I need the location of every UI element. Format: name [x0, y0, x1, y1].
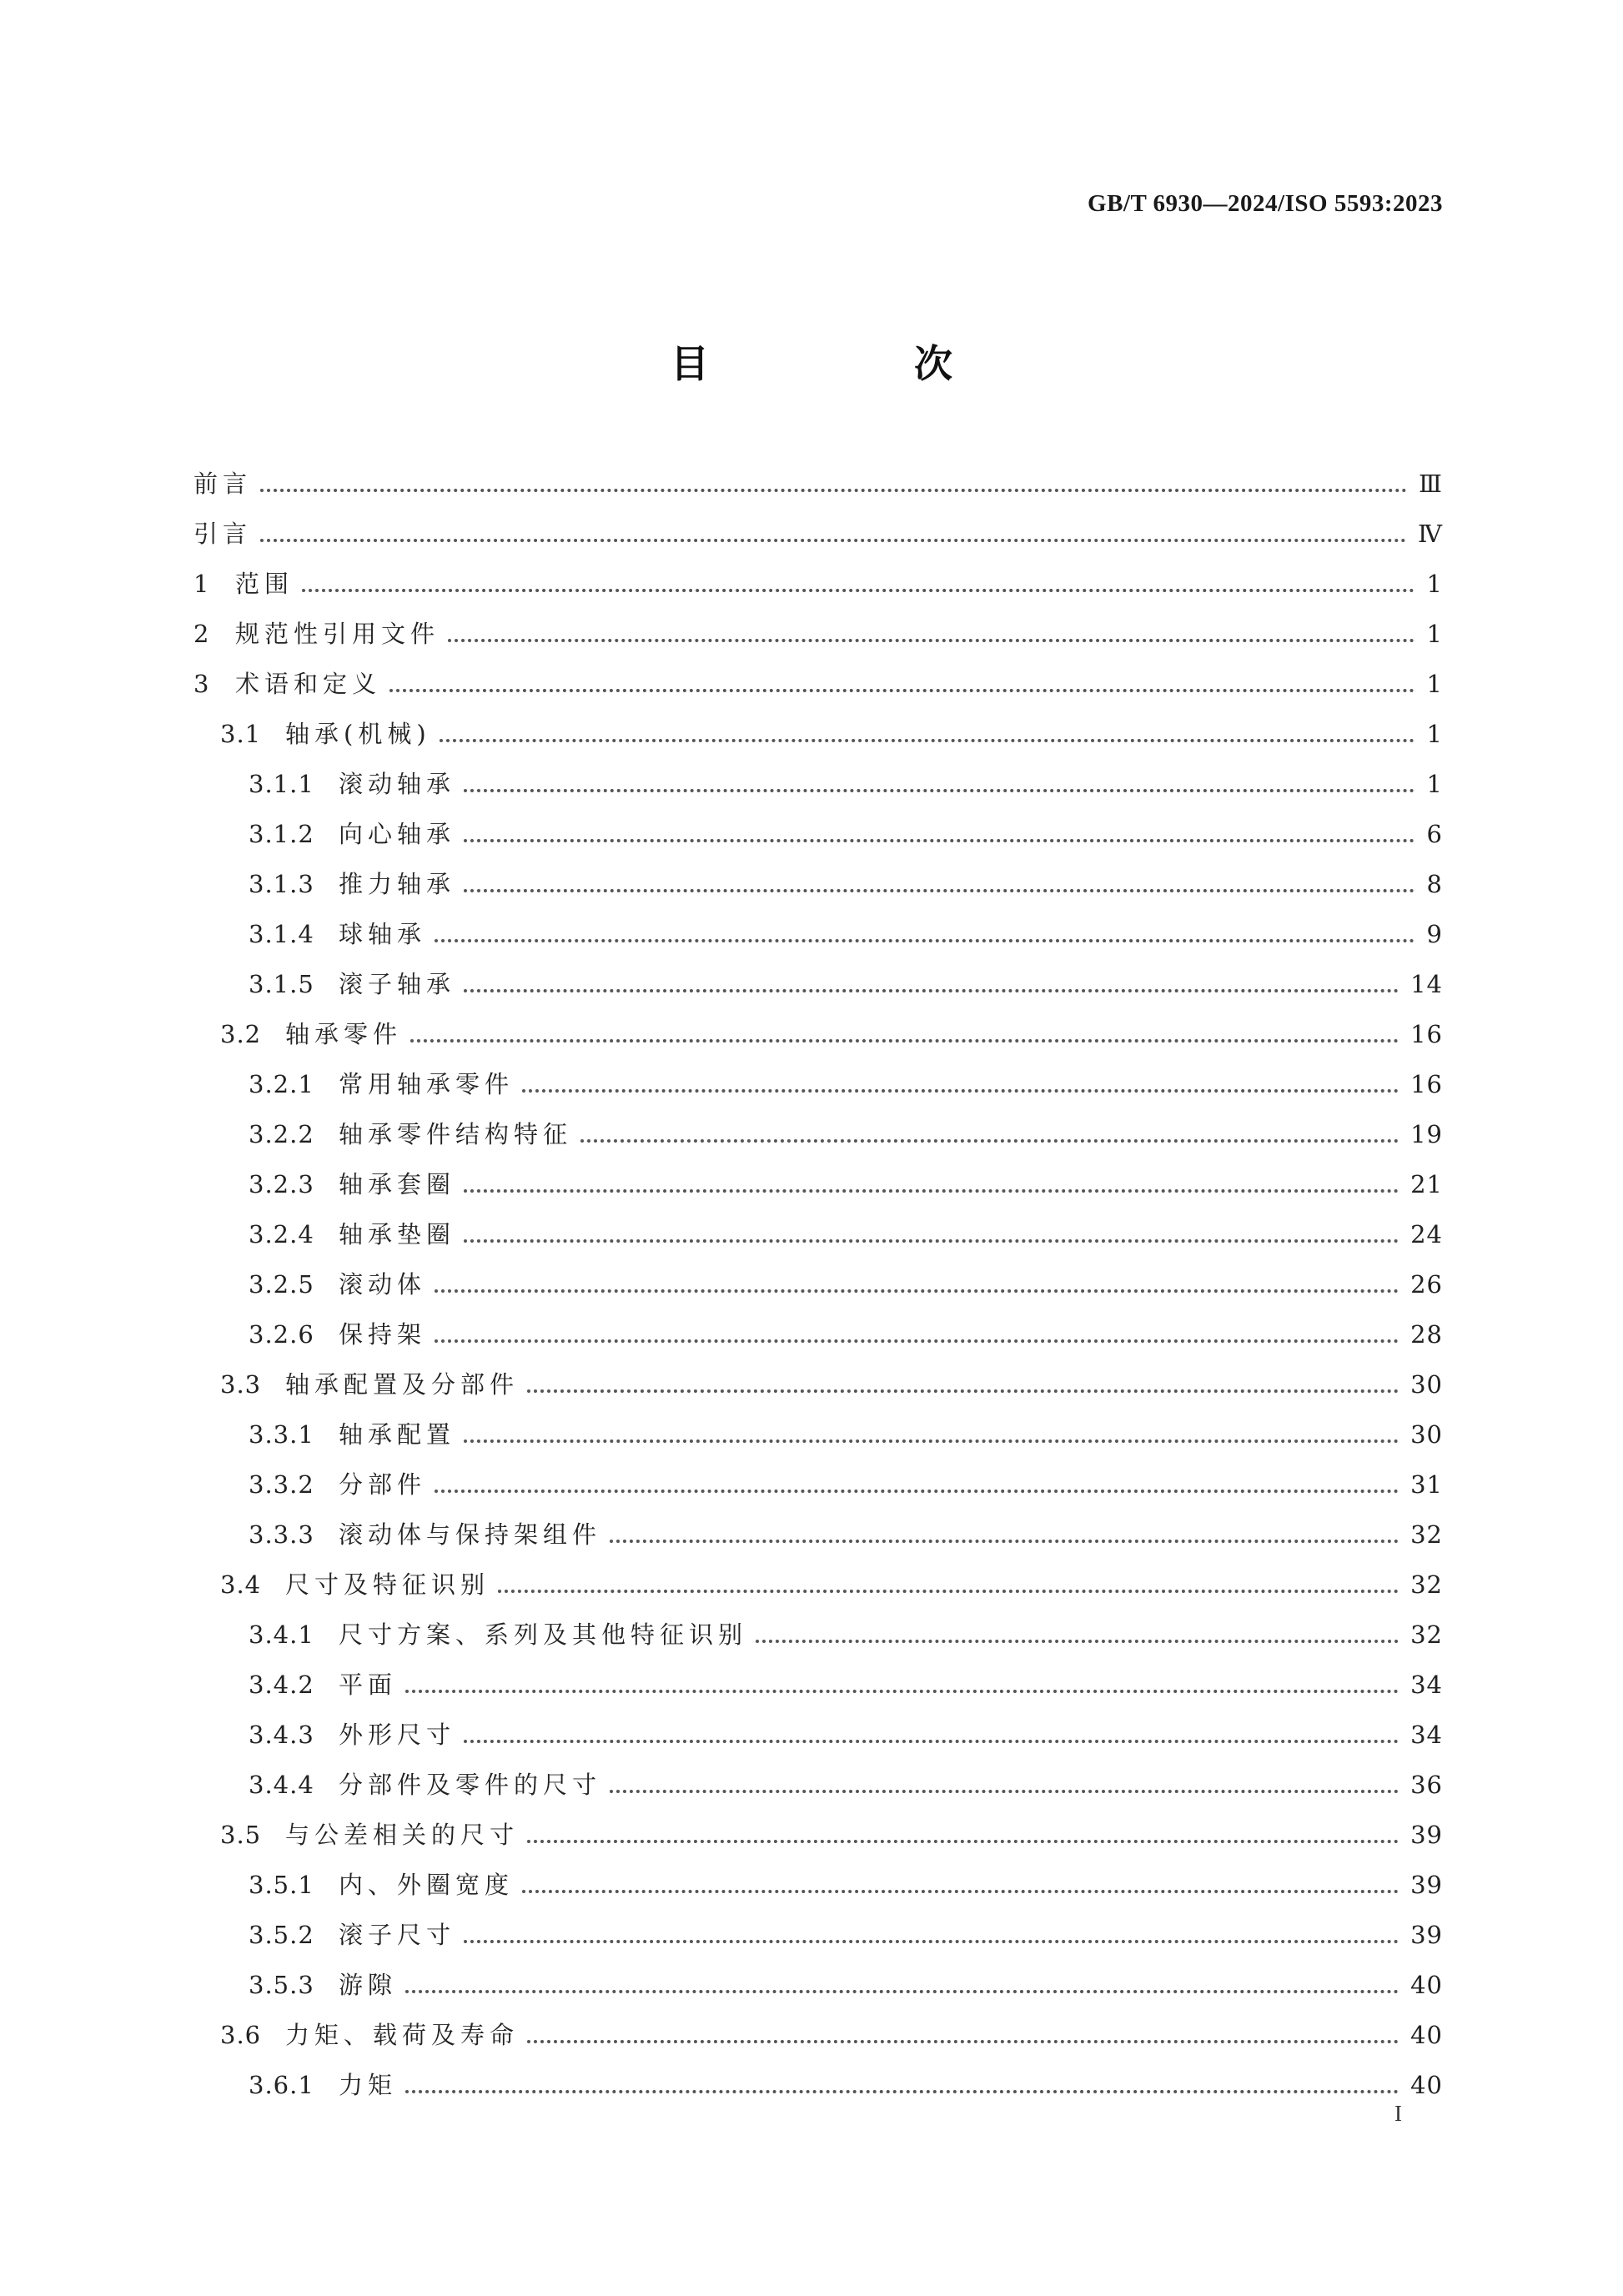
toc-entry-title: 内、外圈宽度	[339, 1871, 515, 1899]
toc-entry[interactable]	[193, 1409, 1443, 1459]
toc-entry-number: 3.1.1	[249, 770, 314, 798]
toc-dot-leader	[464, 889, 1414, 892]
toc-entry[interactable]	[193, 659, 1443, 709]
toc-dot-leader	[464, 1439, 1399, 1443]
toc-entry-page: 28	[1410, 1320, 1443, 1349]
toc-entry[interactable]	[193, 1459, 1443, 1510]
toc-entry-page: 26	[1410, 1270, 1443, 1299]
toc-entry-page: 34	[1410, 1721, 1443, 1749]
toc-entry-title: 平面	[339, 1671, 398, 1699]
toc-dot-leader	[610, 1790, 1399, 1793]
toc-entry-page: 1	[1426, 620, 1443, 648]
toc-dot-leader	[435, 939, 1414, 942]
toc-entry-title: 轴承(机械)	[285, 720, 431, 748]
toc-entry[interactable]	[193, 909, 1443, 959]
toc-entry-title: 轴承零件	[285, 1020, 403, 1048]
toc-entry-title: 常用轴承零件	[339, 1070, 515, 1098]
toc-entry-page: 8	[1426, 870, 1443, 898]
toc-entry-page: 6	[1426, 820, 1443, 848]
toc-entry-page: 34	[1410, 1671, 1443, 1699]
toc-entry-title: 与公差相关的尺寸	[285, 1821, 520, 1849]
toc-entry-number: 3.3.1	[249, 1420, 314, 1449]
toc-entry-title: 轴承配置及分部件	[285, 1370, 520, 1399]
toc-entry-number: 3.5.2	[249, 1921, 314, 1949]
page-title: 目 次	[671, 341, 1036, 386]
toc-entry[interactable]	[193, 1610, 1443, 1660]
toc-dot-leader	[464, 789, 1414, 792]
toc-entry-number: 3.3.3	[249, 1520, 314, 1549]
toc-entry-title: 范围	[235, 570, 294, 598]
toc-entry[interactable]	[193, 559, 1443, 609]
toc-entry-title: 力矩、载荷及寿命	[285, 2021, 520, 2049]
toc-entry-page: 16	[1410, 1070, 1443, 1098]
toc-dot-leader	[464, 1239, 1399, 1243]
toc-entry-number: 3.4.3	[249, 1721, 314, 1749]
toc-dot-leader	[405, 2090, 1399, 2093]
toc-entry-number: 3.2.5	[249, 1270, 314, 1299]
toc-entry[interactable]	[193, 1910, 1443, 1960]
toc-dot-leader	[527, 1840, 1399, 1843]
toc-entry-title: 力矩	[339, 2071, 398, 2099]
toc-dot-leader	[580, 1139, 1399, 1143]
toc-entry[interactable]	[193, 1059, 1443, 1109]
toc-entry-number: 2	[193, 620, 210, 648]
toc-entry-number: 3.6	[220, 2021, 262, 2049]
toc-entry-page: 1	[1426, 670, 1443, 698]
toc-entry[interactable]	[193, 2010, 1443, 2060]
toc-entry-title: 滚动体	[339, 1270, 427, 1299]
toc-entry-number: 3.3.2	[249, 1470, 314, 1499]
toc-entry-page: 31	[1410, 1470, 1443, 1499]
toc-entry-page: 14	[1410, 970, 1443, 998]
toc-dot-leader	[464, 1940, 1399, 1943]
toc-entry[interactable]	[193, 1510, 1443, 1560]
toc-entry-number: 3.4.2	[249, 1671, 314, 1699]
toc-entry-page: Ⅲ	[1419, 470, 1443, 498]
toc-entry[interactable]	[193, 709, 1443, 759]
toc-entry[interactable]	[193, 759, 1443, 809]
toc-dot-leader	[435, 1289, 1399, 1293]
toc-entry[interactable]	[193, 1259, 1443, 1309]
toc-entry-number: 3.2.4	[249, 1220, 314, 1248]
toc-entry[interactable]	[193, 959, 1443, 1009]
toc-dot-leader	[498, 1590, 1399, 1593]
toc-entry-page: 24	[1410, 1220, 1443, 1248]
toc-dot-leader	[522, 1890, 1399, 1893]
toc-entry-number: 3.1.3	[249, 870, 314, 898]
toc-dot-leader	[389, 689, 1414, 692]
table-of-contents	[193, 459, 1443, 2110]
toc-entry-number: 3.1	[220, 720, 262, 748]
toc-entry-number: 1	[193, 570, 210, 598]
toc-dot-leader	[410, 1039, 1399, 1042]
toc-entry-title: 轴承套圈	[339, 1170, 456, 1198]
toc-dot-leader	[527, 2040, 1399, 2043]
toc-entry-title: 轴承垫圈	[339, 1220, 456, 1248]
toc-entry-page: 32	[1410, 1570, 1443, 1599]
toc-entry-page: 19	[1410, 1120, 1443, 1148]
toc-entry[interactable]	[193, 1209, 1443, 1259]
toc-entry[interactable]	[193, 609, 1443, 659]
toc-dot-leader	[464, 989, 1399, 992]
toc-entry-page: 16	[1410, 1020, 1443, 1048]
toc-entry-page: 21	[1410, 1170, 1443, 1198]
toc-entry[interactable]	[193, 1109, 1443, 1159]
toc-dot-leader	[464, 1189, 1399, 1193]
toc-entry[interactable]	[193, 1159, 1443, 1209]
toc-entry-number: 3.4	[220, 1570, 262, 1599]
toc-entry-title: 分部件	[339, 1470, 427, 1499]
toc-entry[interactable]	[193, 1309, 1443, 1359]
toc-entry-number: 3.1.5	[249, 970, 314, 998]
toc-entry[interactable]	[193, 1009, 1443, 1059]
toc-entry-page: 36	[1410, 1771, 1443, 1799]
standard-code: GB/T 6930—2024/ISO 5593:2023	[1088, 190, 1443, 217]
toc-dot-leader	[405, 1990, 1399, 1993]
toc-entry[interactable]	[193, 1960, 1443, 2010]
toc-dot-leader	[610, 1540, 1399, 1543]
toc-entry-number: 3.1.2	[249, 820, 314, 848]
toc-entry-page: 30	[1410, 1370, 1443, 1399]
toc-entry-title: 外形尺寸	[339, 1721, 456, 1749]
toc-entry[interactable]	[193, 1810, 1443, 1860]
toc-entry-number: 3.4.4	[249, 1771, 314, 1799]
toc-dot-leader	[435, 1490, 1399, 1493]
toc-entry-page: 40	[1410, 2021, 1443, 2049]
toc-entry-title: 引言	[193, 520, 253, 548]
toc-entry-page: 39	[1410, 1871, 1443, 1899]
toc-entry-title: 推力轴承	[339, 870, 456, 898]
toc-entry[interactable]	[193, 1560, 1443, 1610]
toc-dot-leader	[440, 739, 1414, 742]
toc-entry-number: 3.5.1	[249, 1871, 314, 1899]
toc-dot-leader	[464, 1740, 1399, 1743]
toc-entry[interactable]	[193, 859, 1443, 909]
toc-entry-title: 滚子尺寸	[339, 1921, 456, 1949]
toc-entry-page: 1	[1426, 770, 1443, 798]
toc-entry-title: 游隙	[339, 1971, 398, 1999]
toc-dot-leader	[302, 589, 1414, 592]
toc-entry-title: 规范性引用文件	[235, 620, 440, 648]
toc-entry-title: 向心轴承	[339, 820, 456, 848]
toc-entry-title: 前言	[193, 470, 253, 498]
toc-entry-page: 9	[1426, 920, 1443, 948]
toc-entry[interactable]	[193, 809, 1443, 859]
toc-entry[interactable]	[193, 1359, 1443, 1409]
toc-entry-title: 尺寸方案、系列及其他特征识别	[339, 1620, 748, 1649]
toc-dot-leader	[464, 839, 1414, 842]
toc-entry-number: 3.5	[220, 1821, 262, 1849]
toc-entry-title: 尺寸及特征识别	[285, 1570, 490, 1599]
toc-entry[interactable]	[193, 2060, 1443, 2110]
toc-dot-leader	[448, 639, 1414, 642]
toc-entry-page: 39	[1410, 1921, 1443, 1949]
toc-entry-page: 32	[1410, 1620, 1443, 1649]
toc-dot-leader	[756, 1640, 1399, 1643]
toc-entry-number: 3.2.6	[249, 1320, 314, 1349]
toc-entry-page: 1	[1426, 570, 1443, 598]
toc-entry-number: 3.4.1	[249, 1620, 314, 1649]
toc-entry-number: 3.5.3	[249, 1971, 314, 1999]
toc-entry[interactable]	[193, 1660, 1443, 1710]
toc-entry-number: 3.6.1	[249, 2071, 314, 2099]
toc-entry-title: 滚子轴承	[339, 970, 456, 998]
toc-entry-title: 轴承零件结构特征	[339, 1120, 573, 1148]
toc-entry-title: 保持架	[339, 1320, 427, 1349]
toc-entry[interactable]	[193, 1860, 1443, 1910]
toc-entry-title: 滚动轴承	[339, 770, 456, 798]
toc-entry-page: 40	[1410, 2071, 1443, 2099]
toc-entry-number: 3.1.4	[249, 920, 314, 948]
toc-entry-page: Ⅳ	[1418, 520, 1443, 548]
toc-entry-number: 3.2	[220, 1020, 262, 1048]
toc-entry[interactable]	[193, 509, 1443, 559]
toc-dot-leader	[405, 1690, 1399, 1693]
toc-dot-leader	[260, 489, 1407, 492]
toc-entry-title: 球轴承	[339, 920, 427, 948]
toc-entry-page: 40	[1410, 1971, 1443, 1999]
toc-entry-title: 术语和定义	[235, 670, 382, 698]
toc-dot-leader	[522, 1089, 1399, 1093]
toc-entry-title: 轴承配置	[339, 1420, 456, 1449]
toc-entry-title: 分部件及零件的尺寸	[339, 1771, 602, 1799]
toc-entry[interactable]	[193, 1710, 1443, 1760]
toc-dot-leader	[527, 1389, 1399, 1393]
toc-dot-leader	[260, 539, 1406, 542]
toc-entry-page: 39	[1410, 1821, 1443, 1849]
toc-entry-number: 3	[193, 670, 210, 698]
toc-entry-number: 3.3	[220, 1370, 262, 1399]
toc-entry[interactable]	[193, 1760, 1443, 1810]
toc-entry-page: 30	[1410, 1420, 1443, 1449]
toc-entry-page: 1	[1426, 720, 1443, 748]
toc-entry-title: 滚动体与保持架组件	[339, 1520, 602, 1549]
toc-entry-number: 3.2.3	[249, 1170, 314, 1198]
toc-dot-leader	[435, 1339, 1399, 1343]
toc-entry-page: 32	[1410, 1520, 1443, 1549]
page-number: I	[1394, 2101, 1402, 2126]
toc-entry-number: 3.2.2	[249, 1120, 314, 1148]
toc-entry-number: 3.2.1	[249, 1070, 314, 1098]
toc-entry[interactable]	[193, 459, 1443, 509]
